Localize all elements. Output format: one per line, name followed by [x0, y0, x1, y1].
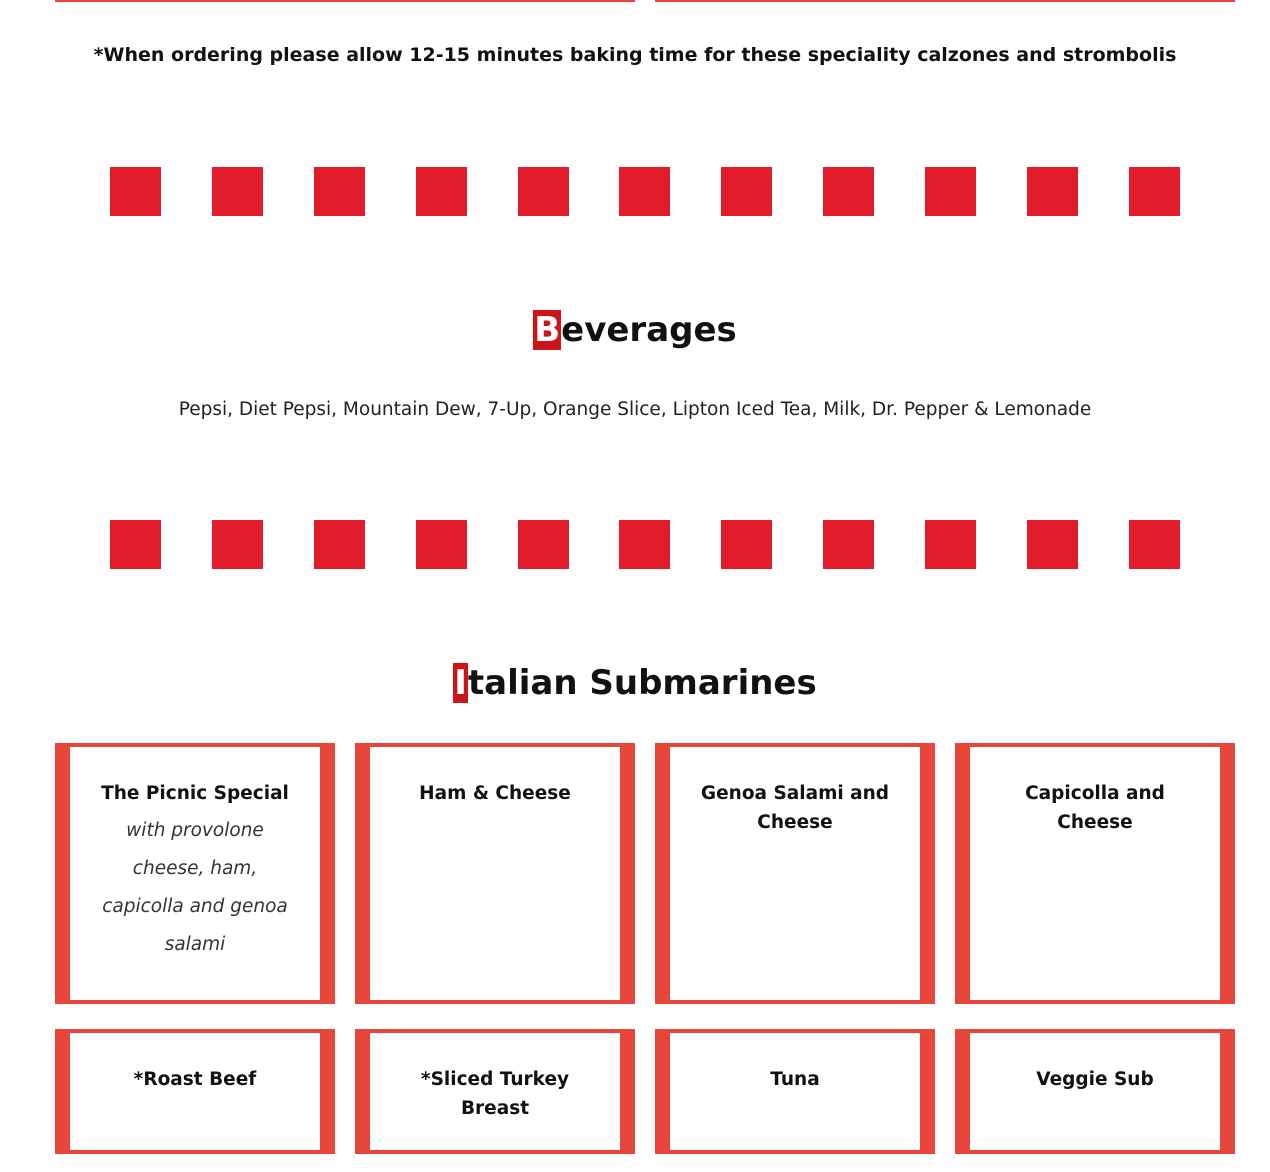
- heading-initial: I: [454, 663, 467, 703]
- baking-time-notice: *When ordering please allow 12-15 minutes baking time for these speciality calzones and strombolis: [93, 44, 1177, 66]
- menu-item-name: Ham & Cheese: [419, 783, 571, 804]
- beverages-list: Pepsi, Diet Pepsi, Mountain Dew, 7-Up, Orange Slice, Lipton Iced Tea, Milk, Dr. Pepper & Lemonade: [178, 399, 1092, 420]
- red-square: [212, 167, 263, 216]
- red-square: [1027, 167, 1078, 216]
- red-square: [416, 520, 467, 569]
- red-square: [619, 167, 670, 216]
- red-square: [721, 520, 772, 569]
- menu-item-name: Tuna: [770, 1069, 820, 1090]
- red-squares-divider: [110, 520, 1180, 569]
- menu-item-name: *Roast Beef: [133, 1069, 257, 1090]
- heading-rest: everages: [561, 310, 737, 350]
- menu-item-card: [55, 1029, 335, 1154]
- red-square: [314, 520, 365, 569]
- menu-item-card: [955, 743, 1235, 1004]
- red-square: [1129, 520, 1180, 569]
- red-square: [212, 520, 263, 569]
- menu-item-name: The Picnic Special: [101, 783, 289, 804]
- heading-initial: B: [534, 310, 561, 350]
- red-square: [518, 167, 569, 216]
- red-square: [110, 520, 161, 569]
- red-squares-divider: [110, 167, 1180, 216]
- red-square: [314, 167, 365, 216]
- red-square: [925, 167, 976, 216]
- menu-item-name: Veggie Sub: [1036, 1069, 1154, 1090]
- menu-item-card: [55, 743, 335, 1004]
- red-square: [1129, 167, 1180, 216]
- menu-item-name: Capicolla and Cheese: [1025, 783, 1165, 833]
- menu-item-name: Genoa Salami and Cheese: [700, 783, 890, 833]
- menu-item-card: [955, 1029, 1235, 1154]
- red-square: [823, 520, 874, 569]
- heading-rest: talian Submarines: [467, 663, 817, 703]
- red-square: [721, 167, 772, 216]
- red-square: [823, 167, 874, 216]
- beverages-heading: [0, 310, 1270, 350]
- top-divider-left: [55, 0, 635, 2]
- menu-item-card: [655, 1029, 935, 1154]
- red-square: [619, 520, 670, 569]
- top-divider-right: [655, 0, 1235, 2]
- red-square: [110, 167, 161, 216]
- menu-item-card: [655, 743, 935, 1004]
- red-square: [1027, 520, 1078, 569]
- italian-submarines-heading: [0, 663, 1270, 703]
- red-square: [416, 167, 467, 216]
- menu-item-card: [355, 1029, 635, 1154]
- red-square: [925, 520, 976, 569]
- menu-item-description: with provolone cheese, ham, capicolla and genoa salami: [102, 820, 288, 955]
- menu-item-card: [355, 743, 635, 1004]
- red-square: [518, 520, 569, 569]
- menu-item-name: *Sliced Turkey Breast: [420, 1069, 570, 1119]
